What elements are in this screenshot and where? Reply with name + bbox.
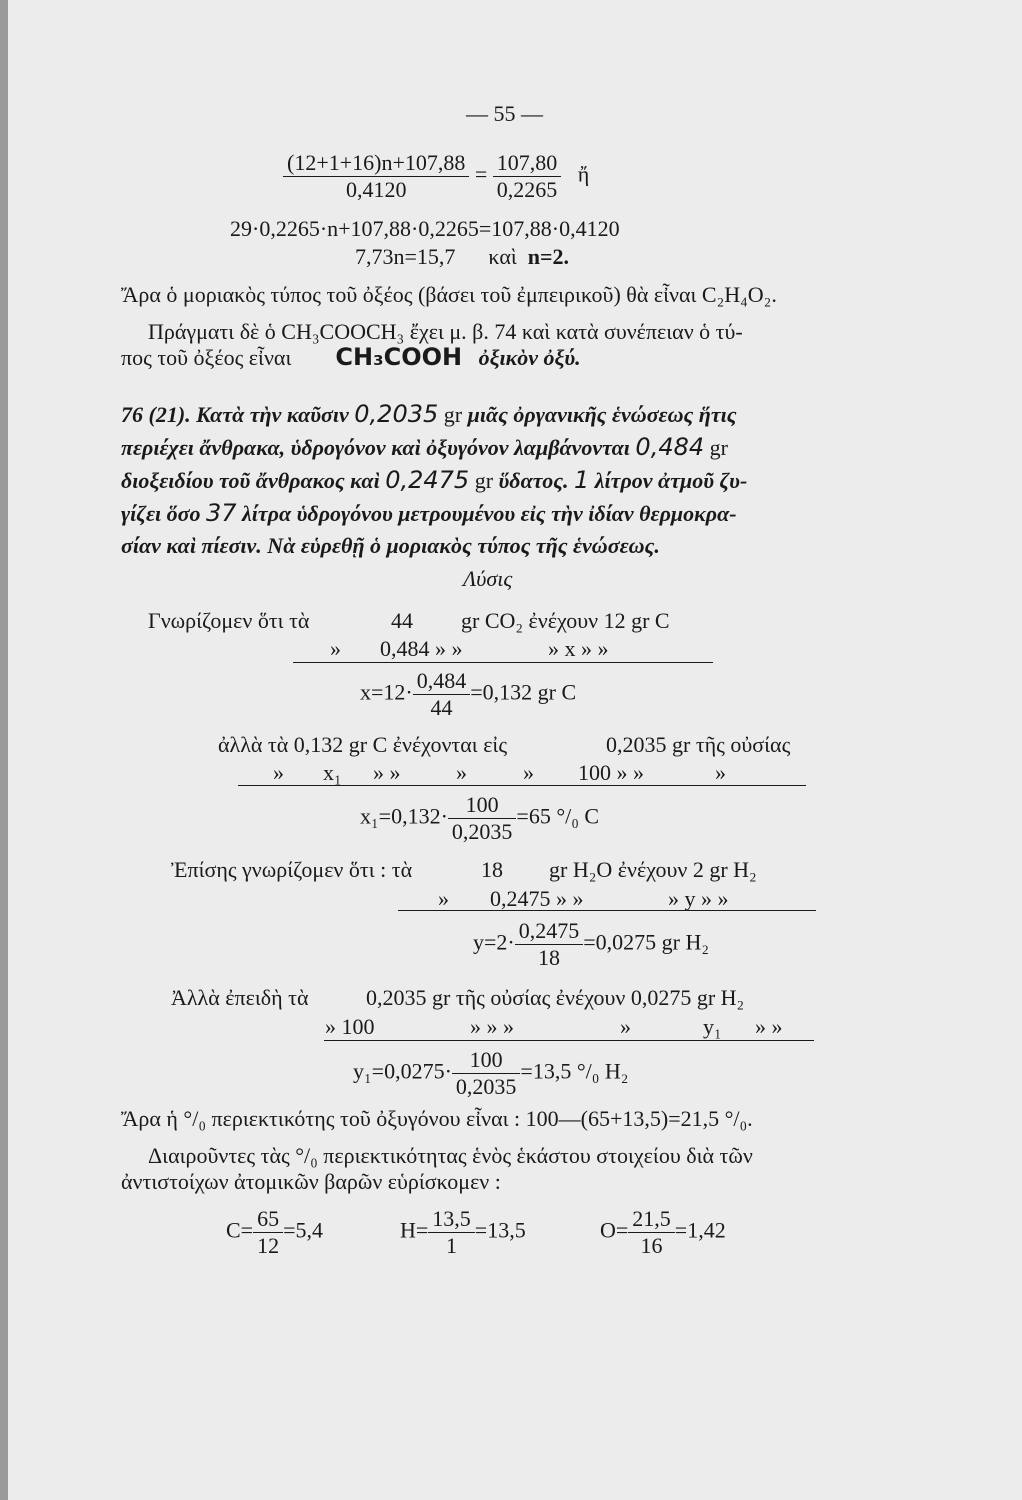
hydrogen-r3-a: Ἀλλὰ ἐπειδὴ τὰ xyxy=(171,985,309,1010)
carbon-rule-2 xyxy=(238,785,806,786)
line-div-2: ἀντιστοίχων ἀτομικῶν βαρῶν εὑρίσκομεν : xyxy=(121,1169,501,1194)
problem-text: γίζει ὅσο xyxy=(121,501,201,526)
eq1-right-numerator: 107,80 xyxy=(493,150,562,177)
line-div-1: Διαιροῦντες τὰς °/₀ περιεκτικότητας ἑνὸς ἑκάστου στοιχείου διὰ τῶν xyxy=(148,1143,753,1168)
equation-1 xyxy=(283,150,589,203)
r4-col: » xyxy=(620,1014,631,1039)
final-left: H= xyxy=(400,1217,429,1243)
book-page xyxy=(8,0,1022,1500)
calc-left: x₁=0,132· xyxy=(360,803,448,829)
calc-denominator: 18 xyxy=(537,945,560,970)
calc-numerator: 100 xyxy=(452,1047,521,1074)
problem-line-2 xyxy=(121,431,886,464)
problem-line-4 xyxy=(121,497,886,530)
line-ara-1: Ἄρα ὁ μοριακὸς τύπος τοῦ ὀξέος (βάσει τοῦ ἐμπειρικοῦ) θὰ εἶναι C₂H₄O₂. xyxy=(121,282,777,307)
final-right: =13,5 xyxy=(474,1217,526,1243)
eq3-left: 7,73n=15,7 xyxy=(355,244,456,269)
hydrogen-rule-2 xyxy=(324,1040,814,1041)
problem-line-1 xyxy=(121,398,886,431)
eq1-left-numerator: (12+1+16)n+107,88 xyxy=(283,150,469,177)
hydrogen-row-2 xyxy=(438,886,729,912)
r4-col: x₁ xyxy=(323,760,342,785)
r4-col: » xyxy=(523,760,534,785)
final-denominator: 12 xyxy=(257,1233,280,1258)
eq3-kai: καὶ xyxy=(488,244,517,269)
acid-formula: CH₃COOH xyxy=(335,343,463,371)
carbon-row-4 xyxy=(273,760,726,786)
hydrogen-r3-b: 0,2035 gr τῆς οὐσίας ἐνέχουν 0,0275 gr H₂ xyxy=(366,985,745,1010)
calc-left: y=2· xyxy=(473,929,515,955)
equation-3 xyxy=(355,244,569,270)
carbon-r2-c: » x » » xyxy=(548,636,609,661)
hydrogen-r2-a: » xyxy=(438,886,449,911)
problem-value: 0,484 xyxy=(635,433,705,461)
eq1-left-fraction xyxy=(283,150,469,203)
final-right: =1,42 xyxy=(674,1217,726,1243)
r4-col: » xyxy=(456,760,467,785)
calc-right: =13,5 °/₀ H₂ xyxy=(520,1058,629,1084)
page-number: — 55 — xyxy=(466,101,543,126)
solution-title: Λύσις xyxy=(463,566,513,591)
problem-value: 0,2035 xyxy=(354,400,439,428)
hydrogen-row-1 xyxy=(171,857,757,883)
calc-numerator: 100 xyxy=(448,792,517,819)
carbon-calc-2 xyxy=(360,792,599,845)
eq1-left-denominator: 0,4120 xyxy=(345,177,407,202)
carbon-r1-b: 44 xyxy=(391,608,413,633)
problem-text: λίτρα ὑδρογόνου μετρουμένου εἰς τὴν ἰδίαν θερμοκρα- xyxy=(242,501,737,526)
problem-line-5: σίαν καὶ πίεσιν. Νὰ εὑρεθῇ ὁ μοριακὸς τύπος τῆς ἑνώσεως. xyxy=(121,533,660,558)
final-o-fraction xyxy=(628,1206,675,1259)
hydrogen-r1-c: gr H₂O ἐνέχουν 2 gr H₂ xyxy=(549,857,757,882)
typos-text: πος τοῦ ὀξέος εἶναι xyxy=(121,345,292,370)
problem-line-3 xyxy=(121,464,886,497)
final-left: O= xyxy=(600,1217,629,1243)
problem-text: Κατὰ τὴν καῦσιν xyxy=(196,402,349,427)
problem-number: 76 (21). xyxy=(121,402,191,427)
equation-2: 29·0,2265·n+107,88·0,2265=107,88·0,4120 xyxy=(230,216,620,241)
r4-col: y₁ xyxy=(703,1014,722,1039)
carbon-r2-a: » xyxy=(330,636,341,661)
final-h-fraction xyxy=(428,1206,475,1259)
carbon-row-1 xyxy=(148,608,670,634)
carbon-row-3 xyxy=(218,732,791,758)
hydrogen-row-4 xyxy=(325,1014,783,1040)
final-right: =5,4 xyxy=(283,1217,324,1243)
hydrogen-calc2-fraction xyxy=(452,1047,521,1100)
eq1-or: ἤ xyxy=(577,161,590,187)
final-numerator: 21,5 xyxy=(628,1206,675,1233)
final-h xyxy=(400,1206,526,1259)
calc-left: x=12· xyxy=(360,679,413,705)
problem-text: περιέχει ἄνθρακα, ὑδρογόνον καὶ ὀξυγόνον λαμβάνονται xyxy=(121,435,630,460)
r4-col: » » xyxy=(755,1014,783,1039)
hydrogen-calc-fraction xyxy=(515,918,584,971)
final-denominator: 1 xyxy=(446,1233,458,1258)
carbon-r3-a: ἀλλὰ τὰ 0,132 gr C ἐνέχονται εἰς xyxy=(218,732,508,757)
eq1-right-denominator: 0,2265 xyxy=(496,177,558,202)
final-c-fraction xyxy=(253,1206,283,1259)
r4-col: » 100 xyxy=(325,1014,375,1039)
r4-col: » » » xyxy=(470,1014,514,1039)
hydrogen-r2-b: 0,2475 » » xyxy=(490,886,584,911)
r4-col: » xyxy=(273,760,284,785)
eq1-right-fraction xyxy=(493,150,562,203)
calc-numerator: 0,484 xyxy=(413,668,471,695)
hydrogen-row-3 xyxy=(171,985,745,1011)
carbon-r2-b: 0,484 » » xyxy=(380,636,463,661)
problem-text: διοξειδίου τοῦ ἄνθρακος καὶ xyxy=(121,468,380,493)
problem-value: 37 xyxy=(205,499,237,527)
carbon-row-2 xyxy=(330,636,609,662)
r4-col: » » xyxy=(373,760,401,785)
problem-text: ὕδατος. xyxy=(498,468,569,493)
final-denominator: 16 xyxy=(640,1233,663,1258)
hydrogen-calc-2 xyxy=(353,1047,628,1100)
problem-statement xyxy=(121,398,886,562)
carbon-calc-1 xyxy=(360,668,576,721)
problem-value: 1 xyxy=(574,466,590,494)
problem-unit: gr xyxy=(709,435,728,460)
carbon-rule-1 xyxy=(293,662,713,663)
r4-col: » xyxy=(715,760,726,785)
acid-name: ὀξικὸν ὀξύ. xyxy=(478,345,581,370)
hydrogen-rule-1 xyxy=(398,910,816,911)
calc-denominator: 0,2035 xyxy=(451,819,513,844)
calc-denominator: 44 xyxy=(430,695,453,720)
final-left: C= xyxy=(226,1217,254,1243)
r4-col: 100 » » xyxy=(578,760,644,785)
hydrogen-r1-a: Ἐπίσης γνωρίζομεν ὅτι : τὰ xyxy=(171,857,413,882)
carbon-calc2-fraction xyxy=(448,792,517,845)
problem-text: λίτρον ἀτμοῦ ζυ- xyxy=(594,468,748,493)
line-oxygen: Ἄρα ἡ °/₀ περιεκτικότης τοῦ ὀξυγόνου εἶναι : 100—(65+13,5)=21,5 °/₀. xyxy=(121,1106,753,1131)
calc-numerator: 0,2475 xyxy=(515,918,584,945)
carbon-calc-fraction xyxy=(413,668,471,721)
calc-denominator: 0,2035 xyxy=(455,1074,517,1099)
problem-unit: gr xyxy=(474,468,494,493)
line-pragmati: Πράγματι δὲ ὁ CH₃COOCH₃ ἔχει μ. β. 74 καὶ κατὰ συνέπειαν ὁ τύ- xyxy=(148,319,743,344)
calc-right: =0,132 gr C xyxy=(470,679,577,705)
carbon-r1-c: gr CO₂ ἐνέχουν 12 gr C xyxy=(461,608,670,633)
eq1-equals: = xyxy=(474,161,488,187)
calc-left: y₁=0,0275· xyxy=(353,1058,452,1084)
eq3-right: n=2. xyxy=(527,244,570,269)
hydrogen-r2-c: » y » » xyxy=(668,886,729,911)
final-c xyxy=(226,1206,323,1259)
calc-right: =65 °/₀ C xyxy=(516,803,600,829)
calc-right: =0,0275 gr H₂ xyxy=(583,929,710,955)
hydrogen-r1-b: 18 xyxy=(481,857,503,882)
carbon-r1-a: Γνωρίζομεν ὅτι τὰ xyxy=(148,608,310,633)
line-typos xyxy=(121,344,581,371)
carbon-r3-b: 0,2035 gr τῆς οὐσίας xyxy=(606,732,791,757)
problem-text: μιᾶς ὀργανικῆς ἑνώσεως ἥτις xyxy=(467,402,737,427)
final-numerator: 13,5 xyxy=(428,1206,475,1233)
final-numerator: 65 xyxy=(253,1206,283,1233)
final-o xyxy=(600,1206,726,1259)
problem-unit: gr xyxy=(443,402,463,427)
problem-value: 0,2475 xyxy=(385,466,470,494)
hydrogen-calc-1 xyxy=(473,918,709,971)
